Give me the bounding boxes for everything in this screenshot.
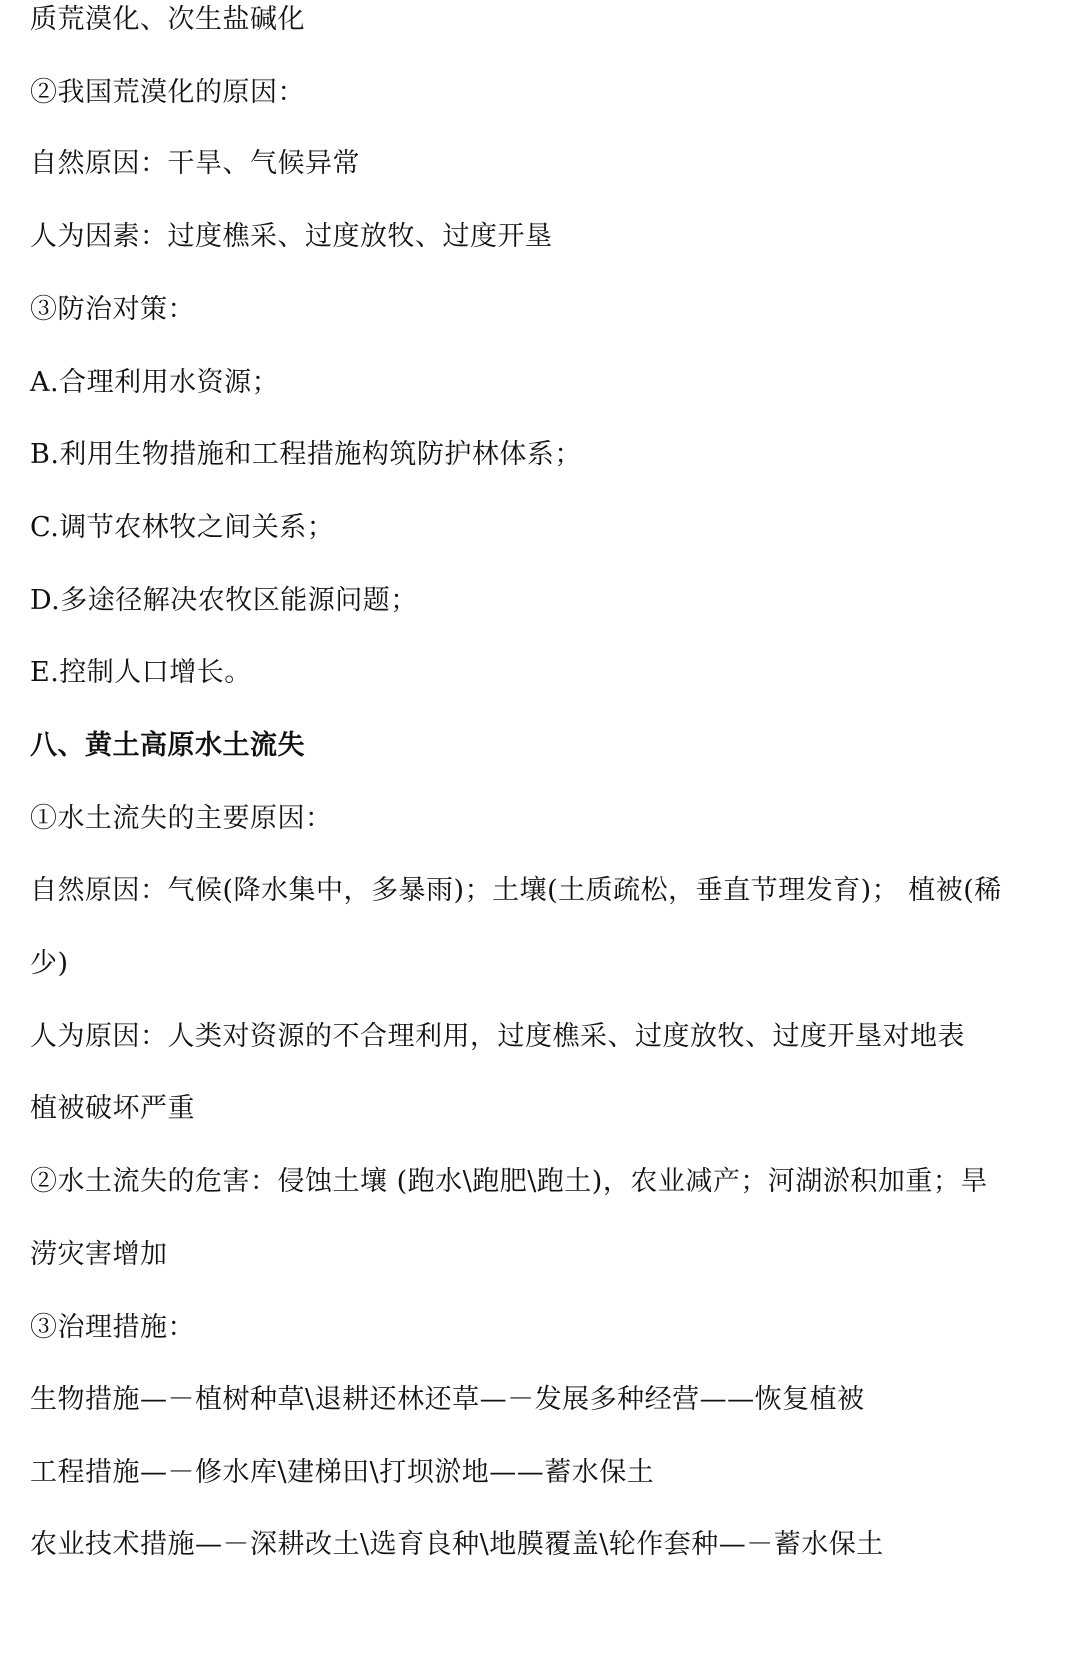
text-line-7: B.利用生物措施和工程措施构筑防护林体系； [30,439,582,470]
text-line-2: ②我国荒漠化的原因： [30,77,305,108]
text-line-15: 人为原因：人类对资源的不合理利用，过度樵采、过度放牧、过度开垦对地表 [30,1021,965,1052]
text-line-12: ①水土流失的主要原因： [30,803,333,834]
text-line-16: 植被破坏严重 [30,1093,195,1124]
text-line-13: 自然原因：气候(降水集中，多暴雨)；土壤(土质疏松，垂直节理发育)； 植被(稀 [30,875,1002,906]
text-line-21: 工程措施—－修水库\建梯田\打坝淤地——蓄水保土 [30,1457,655,1488]
text-line-19: ③治理措施： [30,1312,195,1343]
text-line-6: A.合理利用水资源； [30,367,280,398]
text-line-8: C.调节农林牧之间关系； [30,512,335,543]
text-line-22: 农业技术措施—－深耕改土\选育良种\地膜覆盖\轮作套种—－蓄水保土 [30,1529,884,1560]
text-line-18: 涝灾害增加 [30,1239,168,1270]
text-line-20: 生物措施—－植树种草\退耕还林还草—－发展多种经营——恢复植被 [30,1384,865,1415]
text-line-10: E.控制人口增长。 [30,657,252,688]
text-line-17: ②水土流失的危害：侵蚀土壤 (跑水\跑肥\跑土)，农业减产；河湖淤积加重；旱 [30,1166,988,1197]
text-line-3: 自然原因：干旱、气候异常 [30,148,360,179]
section-heading: 八、黄土高原水土流失 [30,730,305,761]
text-line-9: D.多途径解决农牧区能源问题； [30,585,418,616]
text-line-5: ③防治对策： [30,294,195,325]
text-line-4: 人为因素：过度樵采、过度放牧、过度开垦 [30,221,553,252]
text-line-14: 少) [30,948,69,979]
text-line-1: 质荒漠化、次生盐碱化 [30,4,305,35]
